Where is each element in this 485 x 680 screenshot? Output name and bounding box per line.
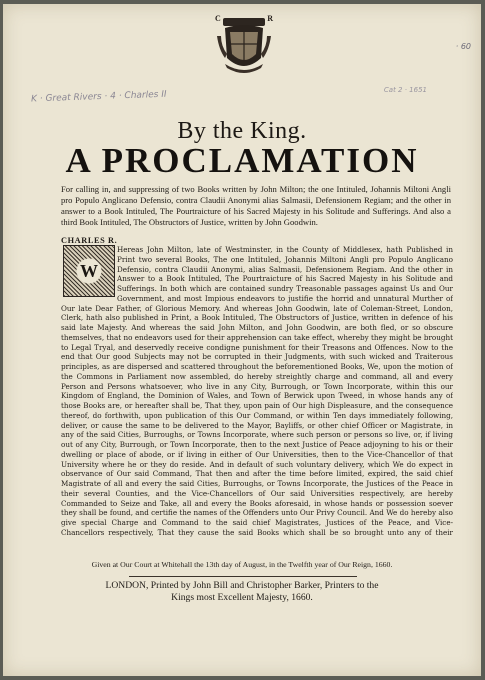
proclamation-title: A PROCLAMATION (65, 141, 419, 180)
royal-monogram (215, 14, 273, 23)
monogram-c: C (215, 14, 221, 23)
salutation: CHARLES R. (61, 236, 118, 245)
divider-rule (129, 576, 357, 577)
printer-imprint (87, 580, 397, 604)
initial-letter: W (80, 260, 98, 281)
proclamation-body (61, 245, 453, 538)
shelfmark: · 60 (455, 42, 471, 51)
handwritten-annotation-left: K · Great Rivers · 4 · Charles II (30, 89, 167, 105)
imprint-line-2: Kings most Excellent Majesty, 1660. (171, 592, 313, 603)
royal-arms-emblem (215, 14, 273, 76)
monogram-r: R (267, 14, 273, 23)
given-at-court: Given at Our Court at Whitehall the 13th day of August, in the Twelfth year of Our Reign, 1660. (91, 560, 393, 569)
proclamation-sheet (3, 4, 481, 676)
imprint-line-1: LONDON, Printed by John Bill and Christopher Barker, Printers to the (105, 580, 379, 591)
by-the-king-heading: By the King. (177, 118, 307, 144)
body-text: Hereas John Milton, late of Westminster, in the County of Middlesex, hath Published in Print two several Books, The one Intituled, Johannis Miltoni Angli pro Populo Anglicano Defensio, contra Claudii Anonymi, alias Salmasii, Defensionem Regiam. And the other in Answer to a Book Intituled, The Pourtraicture of his Sacred Majesty in his Solitude and Sufferings. In both which are contained sundry Treasonable passages against Us and Our Government, and most Impious endeavors to justifie the horrid and unnatural Murther of Our late Dear Father, of Glorious Memory. And whereas John Goodwin, late of Coleman-Street, London, Clerk, hath also published in Print, a Book Intituled, The Obstructors of Justice, written in defence of his said late Majesty. And whereas the said John Milton, and John Goodwin, are both fled, or so obscure themselves, that no endeavors used for their apprehension can take effect, whereby they might be brought to Legal Tryal, and deservedly receive condigne punishment for their Treasons and Offences. Now to the end that Our good Subjects may not be corrupted in their Judgments, with such wicked and Traiterous principles, as are dispersed and scattered throughout the beforementioned Books, We, upon the motion of the Commons in Parliament now assembled, do hereby streightly charge and command, all and every Person and Persons whatsoever, who live in any City, Burrough, or Town Incorporate, within this our Kingdom of England, the Dominion of Wales, and Town of Berwick upon Tweed, in whose hands any of those Books are, or hereafter shall be, That they, upon pain of Our high Displeasure, and the consequence thereof, do forthwith, upon publication of this Our Command, or within Ten days immediately following, deliver, or cause the same to be delivered to the Mayor, Bayliffs, or other chief Officer or Magistrate, in any of the said Cities, Burroughs, or Towns Incorporate, where such person or persons so live, or, if living out of any City, Burrough, or Town Incorporate, then to the next Justice of Peace adjoyning to his or their dwelling or place of abode, or if living in either of Our Universities, then to the Vice-Chancellor of that University where he or they do reside. And in default of such voluntary delivery, which We do expect in observance of Our said Command, That then and after the time before limited, expired, the said chief Magistrate of all and every the said Cities, Burroughs, or Towns Incorporate, the Justices of the Peace in their several Counties, and the Vice-Chancellors of Our said Universities respectively, are hereby Commanded to Seize and Take, all and every the Books aforesaid, in whose hands or possession soever they shall be found, and certifie the names of the Offenders unto Our Privy Council. And We do hereby also give special Charge and Command to the said chief Magistrates, Justices of the Peace, and Vice-Chancellors respectively, That they cause the said Books which shall be so brought unto any of their (61, 245, 453, 537)
preamble-text: For calling in, and suppressing of two Books written by John Milton; the one Intituled, Johannis Miltoni Angli pro Populo Anglicano Defensio, contra Claudii Anonymi alias Salmasii, Defensionem Regiam; and the other in answer to a Book Intituled, The Pourtraicture of his Sacred Majesty in his Solitude and Sufferings. And also a third Book Intituled, The Obstructors of Justice, written by John Goodwin. (61, 184, 451, 228)
decorated-initial (63, 245, 115, 297)
handwritten-annotation-right: Cat 2 · 1651 (383, 86, 427, 94)
